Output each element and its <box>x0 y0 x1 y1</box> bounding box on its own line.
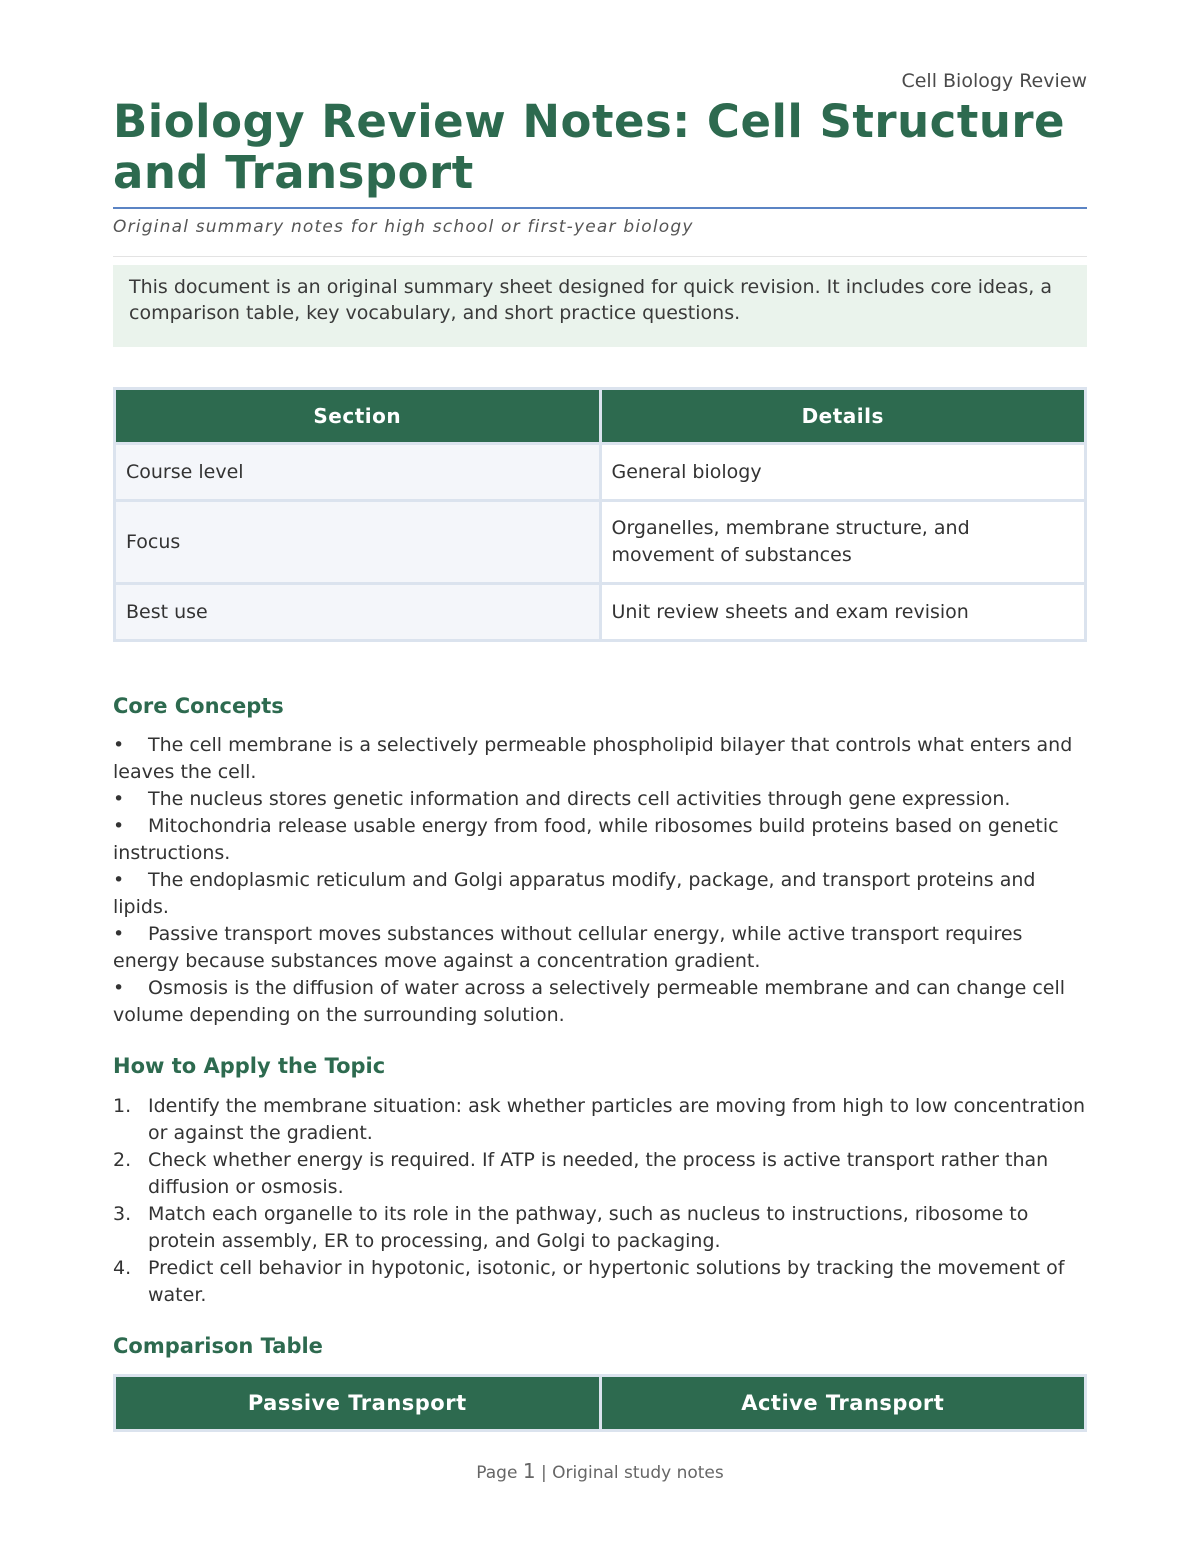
subtitle-divider <box>113 256 1087 257</box>
bullet-icon: • <box>113 815 125 837</box>
list-item: • Passive transport moves substances without cellular energy, while active transport requires energy because substances move against a concentration gradient. <box>113 923 1023 972</box>
bullet-icon: • <box>113 734 125 756</box>
page-subtitle: Original summary notes for high school or first-year biology <box>113 217 694 237</box>
table-cell: General biology <box>600 444 1086 501</box>
page-label: Page <box>476 1463 518 1483</box>
apply-steps-list <box>113 1093 1087 1309</box>
list-item: • The endoplasmic reticulum and Golgi apparatus modify, package, and transport proteins and lipids. <box>113 869 1036 918</box>
bullet-icon: • <box>113 977 125 999</box>
table-header-details: Details <box>600 389 1086 444</box>
table-cell: Course level <box>115 444 601 501</box>
list-item: 3. Match each organelle to its role in the pathway, such as nucleus to instructions, ribosome to protein assembly, ER to processing, and Golgi to packaging. <box>113 1203 1029 1252</box>
page-footer <box>113 1459 1087 1483</box>
list-item: 4. Predict cell behavior in hypotonic, isotonic, or hypertonic solutions by tracking the movement of water. <box>113 1257 1065 1306</box>
list-item: 1. Identify the membrane situation: ask whether particles are moving from high to low concentration or against the gradient. <box>113 1095 1086 1144</box>
table-cell: Organelles, membrane structure, and movement of substances <box>600 501 1086 584</box>
table-cell: Best use <box>115 584 601 641</box>
page-title: Biology Review Notes: Cell Structure and Transport <box>113 95 1066 199</box>
table-row <box>115 444 1086 501</box>
table-row <box>115 501 1086 584</box>
table-row <box>115 584 1086 641</box>
table-header-passive: Passive Transport <box>115 1376 601 1431</box>
bullet-icon: • <box>113 788 125 810</box>
table-cell: Unit review sheets and exam revision <box>600 584 1086 641</box>
bullet-icon: • <box>113 923 125 945</box>
list-item: 2. Check whether energy is required. If ATP is needed, the process is active transport rather than diffusion or osmosis. <box>113 1149 1049 1198</box>
comparison-table <box>113 1374 1087 1432</box>
section-heading-core-concepts: Core Concepts <box>113 694 284 718</box>
section-heading-comparison: Comparison Table <box>113 1334 323 1358</box>
title-divider <box>113 207 1087 209</box>
table-cell: Focus <box>115 501 601 584</box>
list-item: • Osmosis is the diffusion of water across a selectively permeable membrane and can change cell volume depending on the surrounding solution. <box>113 977 1066 1026</box>
page-number: 1 <box>522 1459 536 1483</box>
running-header: Cell Biology Review <box>901 70 1087 92</box>
core-concepts-list <box>113 732 1087 1029</box>
list-item: • The nucleus stores genetic information and directs cell activities through gene expression. <box>113 786 1087 813</box>
intro-callout: This document is an original summary sheet designed for quick revision. It includes core ideas, a comparison table, key vocabulary, and short practice questions. <box>113 265 1087 347</box>
list-item: • Mitochondria release usable energy from food, while ribosomes build proteins based on genetic instructions. <box>113 815 1059 864</box>
table-header-active: Active Transport <box>600 1376 1086 1431</box>
footer-note: Original study notes <box>552 1463 724 1483</box>
overview-table <box>113 387 1087 642</box>
bullet-icon: • <box>113 869 125 891</box>
section-heading-apply: How to Apply the Topic <box>113 1054 386 1078</box>
footer-separator: | <box>540 1463 547 1483</box>
table-header-section: Section <box>115 389 601 444</box>
list-item: • The cell membrane is a selectively permeable phospholipid bilayer that controls what enters and leaves the cell. <box>113 734 1073 783</box>
